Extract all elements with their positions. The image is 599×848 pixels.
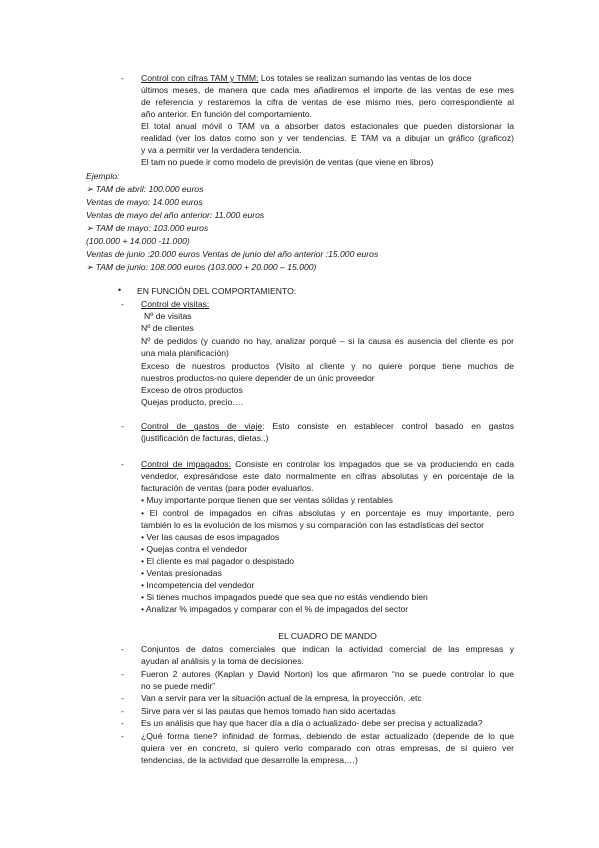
paragraph-line: últimos meses, de manera que cada mes añadiremos el importe de las ventas de ese mes — [141, 85, 514, 95]
bullet-icon: • — [118, 285, 122, 295]
example-line: ➢ TAM de abril: 100.000 euros — [86, 184, 204, 194]
example-line: ➢ TAM de junio: 108.000 euros (103.000 + 20.000 – 15.000) — [86, 262, 317, 272]
list-dash: - — [121, 421, 124, 431]
paragraph-text: Consiste en controlar los impagados que se va produciendo en cada — [230, 459, 514, 469]
impagados-bullet: • Muy importante porque tienen que ser ventas sólidas y rentables — [141, 495, 393, 505]
cuadro-item-line: Fueron 2 autores (Kaplan y David Norton) los que afirmaron “no se puede controlar lo que — [141, 669, 514, 679]
list-dash: - — [121, 718, 124, 728]
paragraph-line: año anterior. En función del comportamiento. — [141, 109, 313, 119]
example-line: (100.000 + 14.000 -11.000) — [86, 236, 190, 246]
cuadro-item-line: quiera ver en concreto, si quiero verlo comparado con otras empresas, de sí quiero ver — [141, 743, 514, 753]
paragraph-line: de referencia y restaremos la cifra de ventas de ese mismo mes, pero correspondiente al — [141, 97, 514, 107]
section-heading-tam: Control con cifras TAM y TMM: — [141, 73, 259, 83]
paragraph-line: y va a permitir ver la verdadera tendencia. — [141, 145, 302, 155]
list-dash: - — [121, 459, 124, 469]
section-heading-comportamiento: EN FUNCIÓN DEL COMPORTAMIENTO: — [137, 286, 297, 296]
section-heading-cuadro: EL CUADRO DE MANDO — [278, 631, 377, 641]
gastos-first-line — [141, 420, 514, 432]
list-dash: - — [121, 669, 124, 679]
cuadro-item-line: ayudan al análisis y la toma de decisiones. — [141, 656, 304, 666]
visitas-item: Nº de clientes — [141, 323, 194, 333]
impagados-bullet: también lo es la evolución de los mismos y su comparación con las estadísticas del sector — [141, 520, 484, 530]
paragraph-line: (justificación de facturas, dietas..) — [141, 433, 269, 443]
visitas-item: una mala planificación) — [141, 348, 229, 358]
subsection-heading-gastos: Control de gastos de viaje — [141, 421, 263, 431]
impagados-bullet: • El control de impagados en cifras absolutas y en porcentaje es muy importante, pero — [141, 508, 514, 518]
visitas-item: Exceso de otros productos — [141, 385, 243, 395]
paragraph-line: vendedor, expresándose este dato normalmente en cifras absolutas y en porcentaje de la — [141, 471, 514, 481]
section-paragraph-first-line — [141, 72, 472, 84]
cuadro-item-line: ¿Qué forma tiene? infinidad de formas, debiendo de estar actualizado (depende de lo que — [141, 731, 514, 741]
cuadro-item-line: tendencias, de la actividad que desarrolle la empresa,…) — [141, 755, 358, 765]
impagados-bullet: • Si tienes muchos impagados puede que sea que no estás vendiendo bien — [141, 592, 428, 602]
visitas-item: Quejas producto, precio…. — [141, 397, 244, 407]
list-dash: - — [121, 644, 124, 654]
visitas-item: Nº de visitas — [144, 311, 192, 321]
cuadro-item-line: Es un análisis que hay que hacer día a día o actualizado- debe ser precisa y actualizada? — [141, 718, 483, 728]
list-dash: - — [121, 706, 124, 716]
impagados-bullet: • Quejas contra el vendedor — [141, 544, 248, 554]
impagados-bullet: • Incompetencia del vendedor — [141, 580, 255, 590]
example-line: Ventas de junio :20.000 euros Ventas de junio del año anterior :15.000 euros — [86, 249, 379, 259]
impagados-first-line — [141, 458, 514, 470]
impagados-bullet: • Analizar % impagados y comparar con el % de impagados del sector — [141, 604, 409, 614]
impagados-bullet: • Ver las causas de esos impagados — [141, 532, 280, 542]
example-label: Ejemplo: — [86, 171, 120, 181]
impagados-bullet: • Ventas presionadas — [141, 568, 222, 578]
example-line: Ventas de mayo: 14.000 euros — [86, 197, 203, 207]
list-dash: - — [121, 693, 124, 703]
paragraph-line: El total anual móvil o TAM va a absorber datos estacionales que pueden distorsionar la — [141, 121, 514, 131]
list-dash: - — [121, 299, 124, 309]
cuadro-item-line: Van a servir para ver la situación actual de la empresa, la proyección. .etc — [141, 693, 422, 703]
paragraph-line: El tam no puede ir como modelo de previsión de ventas (que viene en libros) — [141, 157, 434, 167]
visitas-item: Exceso de nuestros productos (Visito al cliente y no quiere porque tiene muchos de — [141, 361, 514, 371]
list-dash: - — [121, 731, 124, 741]
paragraph-line: facturación de ventas (para poder evaluarlos. — [141, 483, 314, 493]
paragraph-text: : Esto consiste en establecer control basado en gastos — [262, 421, 514, 431]
visitas-item: Nº de pedidos (y cuando no hay, analizar porqué – si la causa es ausencia del cliente es por — [141, 336, 514, 346]
impagados-bullet: • El cliente es mal pagador o despistado — [141, 556, 295, 566]
list-dash: - — [121, 73, 124, 83]
cuadro-item-line: Conjuntos de datos comerciales que indican la actividad comercial de las empresas y — [141, 644, 514, 654]
cuadro-item-line: no se puede medir” — [141, 681, 216, 691]
paragraph-line: realidad (ver los datos como son y ver tendencias. E TAM va a dibujar un gráfico (graficoz) — [141, 133, 514, 143]
paragraph-text: Los totales se realizan sumando las ventas de los doce — [258, 73, 472, 83]
subsection-heading-visitas: Control de visitas: — [141, 299, 210, 309]
subsection-heading-impagados: Control de impagados: — [141, 459, 231, 469]
cuadro-item-line: Sirve para ver si las pautas que hemos tomado han sido acertadas — [141, 706, 396, 716]
example-line: Ventas de mayo del año anterior: 11.000 euros — [86, 210, 265, 220]
example-line: ➢ TAM de mayo: 103.000 euros — [86, 223, 209, 233]
visitas-item: nuestros productos-no quiere depender de un únic proveedor — [141, 373, 375, 383]
